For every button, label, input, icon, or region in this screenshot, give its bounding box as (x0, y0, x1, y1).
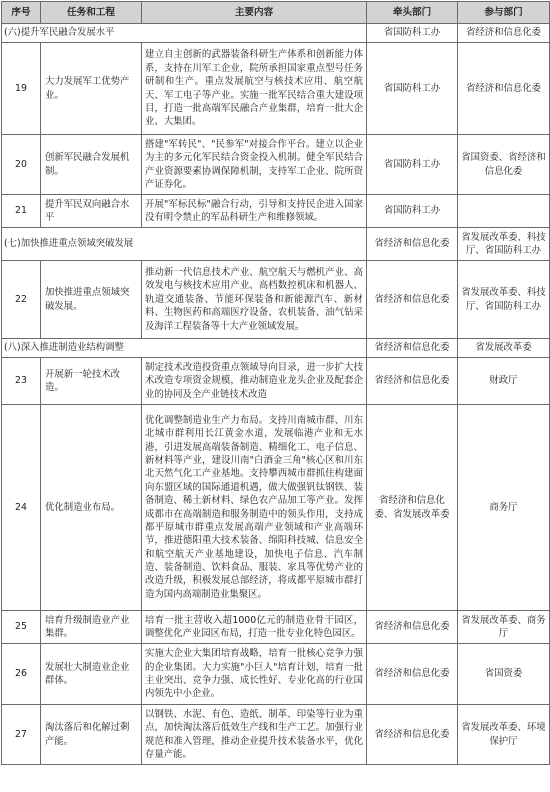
task-cell: 提升军民双向融合水平 (41, 195, 142, 228)
seq-cell: 25 (2, 611, 41, 644)
content-cell: 培育一批主营收入超1000亿元的制造业骨干园区，调整优化产业园区布局，打造一批专业化特色园区。 (142, 611, 367, 644)
part-dept-cell: 省发展改革委、环境保护厅 (458, 705, 550, 765)
lead-dept-cell: 省经济和信息化委 (367, 339, 458, 358)
task-cell: 培育升级制造业产业集群。 (41, 611, 142, 644)
section-row (2, 228, 550, 261)
section-title: (八)深入推进制造业结构调整 (2, 339, 367, 358)
seq-cell: 27 (2, 705, 41, 765)
lead-dept-cell: 省经济和信息化委、省发展改革委 (367, 405, 458, 611)
seq-cell: 23 (2, 358, 41, 405)
task-table (1, 1, 550, 765)
lead-dept-cell: 省国防科工办 (367, 43, 458, 135)
seq-cell: 26 (2, 644, 41, 705)
part-dept-cell: 省发展改革委 (458, 339, 550, 358)
part-dept-cell (458, 195, 550, 228)
lead-dept-cell: 省经济和信息化委 (367, 228, 458, 261)
content-cell: 建立自主创新的武器装备科研生产体系和创新能力体系，支持在川军工企业，院所承担国家重点型号任务研制和生产。重点发展航空与核技术应用、航空航天、军工电子等产业。实施一批军民结合重大建设项目，打造一批高端军民融合产业集群，培育一批大企业、大集团。 (142, 43, 367, 135)
part-dept-cell: 省国资委、省经济和信息化委 (458, 135, 550, 195)
part-dept-cell: 省经济和信息化委 (458, 43, 550, 135)
task-cell: 淘汰落后和化解过剩产能。 (41, 705, 142, 765)
lead-dept-cell: 省国防科工办 (367, 135, 458, 195)
part-dept-cell: 省国资委 (458, 644, 550, 705)
part-dept-cell: 财政厅 (458, 358, 550, 405)
task-cell: 大力发展军工优势产业。 (41, 43, 142, 135)
header-part-dept: 参与部门 (458, 2, 550, 24)
content-cell: 以钢铁、水泥、有色、造纸、制革、印染等行业为重点，加快淘汰落后低效生产线和生产工艺。加强行业规范和准入管理，推动企业提升技术装备水平，优化存量产能。 (142, 705, 367, 765)
header-seq: 序号 (2, 2, 41, 24)
seq-cell: 21 (2, 195, 41, 228)
task-cell: 创新军民融合发展机制。 (41, 135, 142, 195)
content-cell: 优化调整制造业生产力布局。支持川南城市群、川东北城市群利用长江黄金水道，发展临港产业和无水港，引进发展高端装备制造、精细化工、电子信息、新材料等产业，建设川南"白酒金三角"核心区和川东北天然气化工产业基地。支持攀西城市群抓住构建面向东盟区域的国际通道机遇，做大做强钒钛钢铁、装备制造、稀土新材料、绿色农产品加工等产业。发挥成都市在高端制造和服务制造中的领头作用，支持成都平原城市群重点发展高端产业领域和产业高端环节，推进德阳重大技术装备、绵阳科技城、信息安全和航空航天产业基地建设，加快电子信息、汽车制造、装备制造、饮料食品、服装、家具等优势产业的改造升级，积极发展总部经济，将成都平原城市群打造为国内高端制造业集聚区。 (142, 405, 367, 611)
task-cell: 加快推进重点领域突破发展。 (41, 261, 142, 339)
seq-cell: 24 (2, 405, 41, 611)
table-row (2, 358, 550, 405)
content-cell: 制定技术改造投资重点领域导向目录，进一步扩大技术改造专项资金规模，推动制造业龙头企业及配套企业的协同及全产业链技术改造 (142, 358, 367, 405)
table-row (2, 261, 550, 339)
table-row (2, 405, 550, 611)
lead-dept-cell: 省国防科工办 (367, 195, 458, 228)
content-cell: 开展"军标民标"融合行动，引导和支持民企进入国家没有明令禁止的军品科研生产和维修领域。 (142, 195, 367, 228)
part-dept-cell: 省发展改革委、商务厅 (458, 611, 550, 644)
lead-dept-cell: 省经济和信息化委 (367, 261, 458, 339)
table-row (2, 135, 550, 195)
content-cell: 搭建"军转民"、"民参军"对接合作平台。建立以企业为主的多元化军民结合资金投入机制。健全军民结合产业资源要素协调保障机制，支持军工企业、院所资产证券化。 (142, 135, 367, 195)
seq-cell: 22 (2, 261, 41, 339)
task-cell: 优化制造业布局。 (41, 405, 142, 611)
part-dept-cell: 省发展改革委、科技厅、省国防科工办 (458, 228, 550, 261)
lead-dept-cell: 省经济和信息化委 (367, 358, 458, 405)
seq-cell: 20 (2, 135, 41, 195)
section-title: (六)提升军民融合发展水平 (2, 24, 367, 43)
section-row (2, 24, 550, 43)
table-row (2, 705, 550, 765)
section-title: (七)加快推进重点领域突破发展 (2, 228, 367, 261)
content-cell: 实施大企业大集团培育战略，培育一批核心竞争力强的企业集团。大力实施"小巨人"培育计划，培育一批主业突出、竞争力强、成长性好、专业化高的行业国内领先中小企业。 (142, 644, 367, 705)
part-dept-cell: 商务厅 (458, 405, 550, 611)
lead-dept-cell: 省国防科工办 (367, 24, 458, 43)
task-cell: 开展新一轮技术改造。 (41, 358, 142, 405)
section-row (2, 339, 550, 358)
content-cell: 推动新一代信息技术产业、航空航天与燃机产业、高效发电与核技术应用产业、高档数控机床和机器人、轨道交通装备、节能环保装备和新能源汽车、新材料、生物医药和高端医疗设备、农机装备、油气钻采及海洋工程装备等十大产业领域发展。 (142, 261, 367, 339)
table-row (2, 195, 550, 228)
table-header-row (2, 2, 550, 24)
lead-dept-cell: 省经济和信息化委 (367, 705, 458, 765)
seq-cell: 19 (2, 43, 41, 135)
table-row (2, 611, 550, 644)
part-dept-cell: 省发展改革委、科技厅、省国防科工办 (458, 261, 550, 339)
lead-dept-cell: 省经济和信息化委 (367, 644, 458, 705)
header-task: 任务和工程 (41, 2, 142, 24)
part-dept-cell: 省经济和信息化委 (458, 24, 550, 43)
task-cell: 发展壮大制造业企业群体。 (41, 644, 142, 705)
header-content: 主要内容 (142, 2, 367, 24)
lead-dept-cell: 省经济和信息化委 (367, 611, 458, 644)
table-row (2, 43, 550, 135)
table-row (2, 644, 550, 705)
header-lead-dept: 牵头部门 (367, 2, 458, 24)
